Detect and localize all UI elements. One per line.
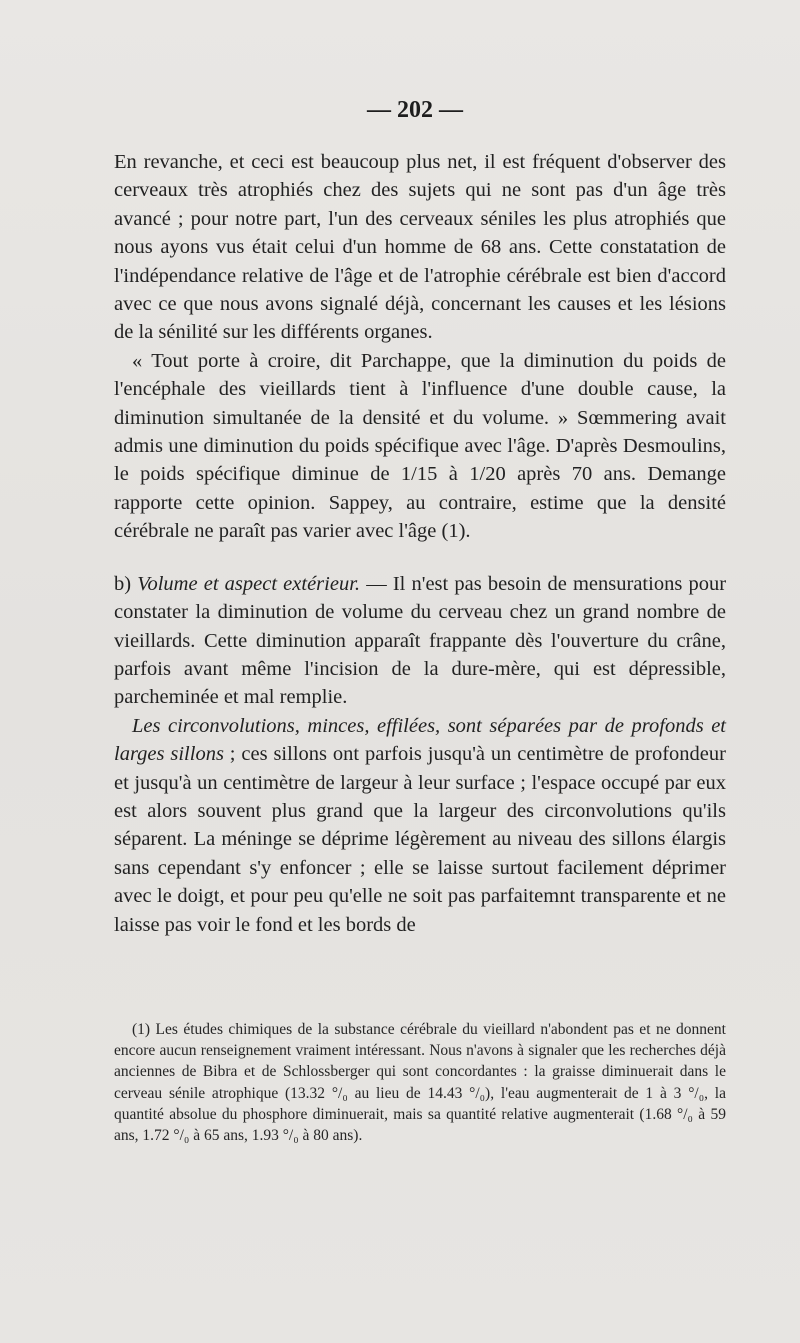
section-b-text: — Il n'est pas besoin de mensurations pour constater la diminution de volume du cerveau chez un grand nombre de vieillards. Cette diminution apparaît frappante dès l'ouverture du crâne, parfois avant même l'incision de la dure-mère, qui est dépressible, parcheminée et mal remplie. <box>114 572 727 709</box>
footnote-1: (1) Les études chimiques de la substance cérébrale du vieillard n'abondent pas et ne donnent encore aucun renseignement vraiment intéressant. Nous n'avons à signaler que les recherches déjà anciennes de Bibra et de Schlossberger qui sont concordantes : la graisse diminuerait dans le cerveau sénile atrophique (13.32 °/₀ au lieu de 14.43 °/₀), l'eau augmenterait de 1 à 3 °/₀, la quantité absolue du phosphore diminuerait, mais sa quantité relative augmenterait (1.68 °/₀ à 59 ans, 1.72 °/₀ à 65 ans, 1.93 °/₀ à 80 ans). <box>114 1021 726 1145</box>
paragraph-parchappe: « Tout porte à croire, dit Parchappe, que la diminution du poids de l'encéphale des vieillards tient à l'influence d'une double cause, la diminution simultanée de la densité et du volume. » Sœmmering avait admis une diminution du poids spécifique avec l'âge. D'après Desmoulins, le poids spécifique diminue de 1/15 à 1/20 après 70 ans. Demange rapporte cette opinion. Sappey, au contraire, estime que la densité cérébrale ne paraît pas varier avec l'âge (1). <box>114 349 726 543</box>
paragraph-revanche: En revanche, et ceci est beaucoup plus net, il est fréquent d'observer des cerveaux très atrophiés chez des sujets qui ne sont pas d'un âge très avancé ; pour notre part, l'un des cerveaux séniles les plus atrophiés que nous ayons vus était celui d'un homme de 68 ans. Cette constatation de l'indépendance relative de l'âge et de l'atrophie cérébrale est bien d'accord avec ce que nous avons signalé déjà, concernant les causes et les lésions de la sénilité sur les différents organes. <box>114 151 726 344</box>
main-text <box>114 148 726 939</box>
section-b-heading: Volume et aspect extérieur. <box>137 572 361 595</box>
circonvolutions-text: ; ces sillons ont parfois jusqu'à un centimètre de profondeur et jusqu'à un centimètre de largeur à leur surface ; l'espace occupé par eux est alors souvent plus grand que la largeur des circonvolutions qu'ils séparent. La méninge se déprime légèrement au niveau des sillons élargis sans cependant s'y enfoncer ; elle se laisse surtout facilement déprimer avec le doigt, et pour peu qu'elle ne soit pas parfaitemnt transparente et ne laisse pas voir le fond et les bords de <box>114 743 726 936</box>
page-number: — 202 — <box>367 97 463 123</box>
section-gap <box>114 546 726 570</box>
section-b-paragraph <box>114 570 726 712</box>
circonvolutions-italic-lead: Les circonvolutions, minces, effilées, sont séparées par de profonds et larges sillons <box>114 714 726 766</box>
footnote-block <box>114 1019 726 1146</box>
section-b-label: b) <box>114 572 132 595</box>
paragraph-circonvolutions <box>114 712 726 939</box>
